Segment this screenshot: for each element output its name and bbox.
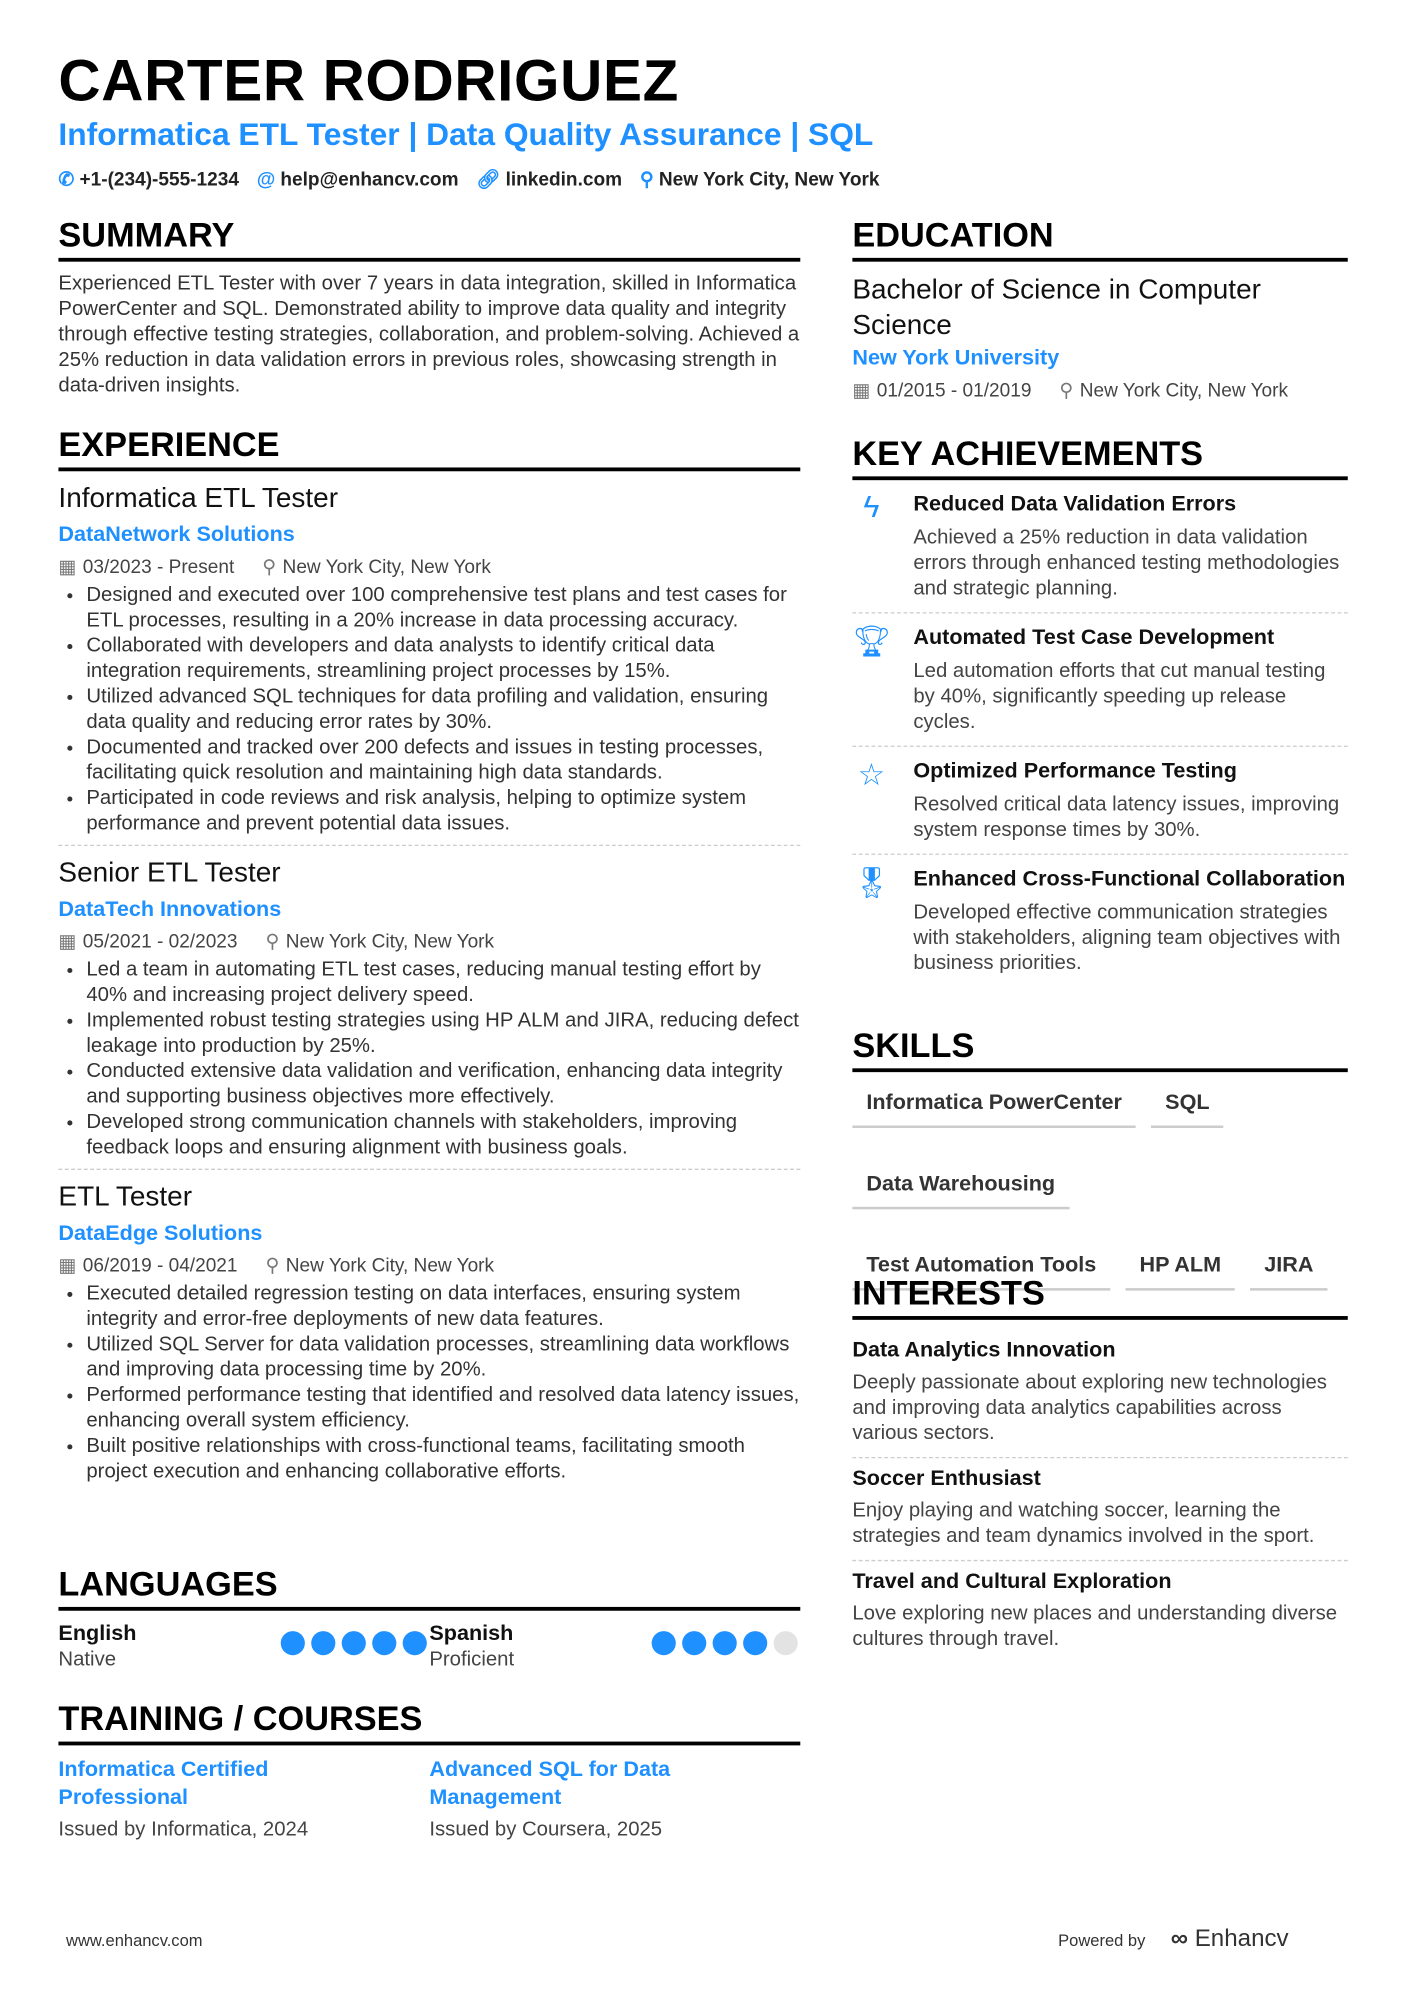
skill-tag: JIRA (1250, 1245, 1327, 1291)
job-dates: 06/2019 - 04/2021 (82, 1255, 238, 1277)
language-rating (645, 1631, 797, 1661)
award-ribbon-icon: 🎖︎ (852, 866, 892, 901)
company-name: DataNetwork Solutions (58, 522, 295, 547)
interest-item (852, 1458, 1347, 1561)
job-dates-wrap (58, 1254, 237, 1277)
rating-dot (372, 1631, 396, 1655)
language-item (429, 1621, 800, 1672)
achievement-title: Enhanced Cross-Functional Collaboration (913, 866, 1346, 891)
rating-dot (713, 1631, 737, 1655)
interest-item (852, 1561, 1347, 1663)
language-name: English (58, 1620, 137, 1646)
rating-dot (774, 1631, 798, 1655)
rating-dot (281, 1631, 305, 1655)
interests-section (852, 1274, 1347, 1663)
calendar-icon: ▦ (852, 379, 871, 402)
achievement-desc: Resolved critical data latency issues, improving system response times by 30%. (913, 793, 1340, 841)
job-bullet: • Utilized SQL Server for data validation processes, streamlining data workflows and improving data processing time by 20%. (86, 1333, 800, 1384)
job-dates: 05/2021 - 02/2023 (82, 931, 238, 953)
skills-section (852, 1026, 1347, 1290)
job-location-wrap (262, 555, 491, 578)
job-bullet: • Designed and executed over 100 comprehensive test plans and test cases for ETL processes, resulting in a 20% increase in data processing accuracy. (86, 583, 800, 634)
interest-desc: Love exploring new places and understanding diverse cultures through travel. (852, 1603, 1338, 1651)
location-pin-icon: ⚲ (262, 556, 277, 578)
languages-heading: LANGUAGES (58, 1565, 800, 1611)
footer-website[interactable]: www.enhancv.com (66, 1930, 203, 1950)
education-location: New York City, New York (1079, 379, 1289, 402)
job-title: Senior ETL Tester (58, 856, 281, 888)
job-bullet: • Developed strong communication channels with stakeholders, improving feedback loops and ensuring alignment with business goals. (86, 1110, 800, 1161)
interest-title: Soccer Enthusiast (852, 1465, 1041, 1491)
achievement-desc: Led automation efforts that cut manual testing by 40%, significantly speeding up release cycles. (913, 660, 1326, 733)
degree: Bachelor of Science in Computer Science (852, 273, 1261, 341)
job-bullet: • Built positive relationships with cross-functional teams, facilitating smooth project execution and enhancing collaborative efforts. (86, 1434, 800, 1485)
location-pin-icon: ⚲ (265, 931, 280, 953)
languages-section (58, 1565, 800, 1672)
job-location-wrap (265, 1254, 494, 1277)
rating-dot (652, 1631, 676, 1655)
job-title: ETL Tester (58, 1180, 193, 1212)
calendar-icon: ▦ (58, 1255, 77, 1277)
language-level: Native (58, 1648, 117, 1671)
interests-heading: INTERESTS (852, 1274, 1347, 1320)
bolt-icon: ϟ (863, 490, 880, 525)
star-icon: ☆ (857, 758, 886, 793)
achievement-title: Automated Test Case Development (913, 624, 1275, 650)
education-heading: EDUCATION (852, 216, 1347, 262)
job-entry (58, 481, 800, 846)
enhancv-logo: ∞ Enhancv (1170, 1925, 1289, 1953)
email[interactable]: help@enhancv.com (280, 168, 459, 190)
achievement-desc: Developed effective communication strategies with stakeholders, aligning team objectives with business priorities. (913, 901, 1341, 975)
job-dates: 03/2023 - Present (82, 556, 235, 578)
divider (58, 1169, 800, 1170)
achievements-heading: KEY ACHIEVEMENTS (852, 434, 1347, 480)
job-location: New York City, New York (282, 556, 491, 578)
interest-desc: Deeply passionate about exploring new technologies and improving data analytics capabilities across various sectors. (852, 1371, 1327, 1445)
job-bullet: • Executed detailed regression testing on data interfaces, ensuring system integrity and error-free deployments of new data features. (86, 1282, 800, 1333)
rating-dot (342, 1631, 366, 1655)
trophy-icon: 🏆︎ (852, 624, 892, 660)
summary-heading: SUMMARY (58, 216, 800, 262)
job-bullets (58, 958, 800, 1161)
company-name: DataTech Innovations (58, 896, 282, 921)
achievements-section (852, 434, 1347, 987)
job-entry (58, 1180, 800, 1485)
job-location-wrap (265, 930, 494, 953)
school: New York University (852, 345, 1060, 370)
job-title: Informatica ETL Tester (58, 481, 339, 514)
calendar-icon: ▦ (58, 556, 77, 578)
job-bullet: • Led a team in automating ETL test cases, reducing manual testing effort by 40% and increasing project delivery speed. (86, 958, 800, 1009)
job-bullet: • Collaborated with developers and data analysts to identify critical data integration requirements, streamlining project processes by 15%. (86, 634, 800, 685)
job-bullet: • Performed performance testing that identified and resolved data latency issues, enhancing overall system efficiency. (86, 1383, 800, 1434)
achievement-desc: Achieved a 25% reduction in data validation errors through enhanced testing methodologies and strategic planning. (913, 527, 1340, 600)
job-meta (58, 555, 800, 578)
skills-heading: SKILLS (852, 1026, 1347, 1072)
job-bullet: • Participated in code reviews and risk analysis, helping to optimize system performance and prevent potential data issues. (86, 786, 800, 837)
divider (58, 845, 800, 846)
location: New York City, New York (658, 168, 880, 191)
job-location: New York City, New York (285, 1255, 495, 1277)
achievement-title: Optimized Performance Testing (913, 758, 1237, 783)
experience-section (58, 426, 800, 1485)
course-item (58, 1756, 429, 1842)
achievement-item (852, 747, 1347, 855)
experience-heading: EXPERIENCE (58, 426, 800, 472)
job-meta (58, 930, 800, 953)
course-item (429, 1756, 800, 1842)
location-pin-icon: ⚲ (1059, 379, 1074, 402)
logo-icon: ∞ (1170, 1925, 1195, 1953)
job-location: New York City, New York (285, 931, 495, 953)
course-title: Informatica Certified Professional (58, 1756, 269, 1809)
language-level: Proficient (429, 1648, 515, 1671)
achievement-title: Reduced Data Validation Errors (913, 491, 1237, 516)
interest-desc: Enjoy playing and watching soccer, learning the strategies and team dynamics involved in the sport. (852, 1500, 1315, 1548)
job-dates-wrap (58, 930, 237, 953)
course-title: Advanced SQL for Data Management (429, 1756, 671, 1809)
summary-text: Experienced ETL Tester with over 7 years in data integration, skilled in Informatica PowerCenter and SQL. Demonstrated ability to improve data quality and integrity through effective testing strategies, collaboration, and problem-solving. Achieved a 25% reduction in data validation errors in previous roles, showcasing strength in data-driven insights. (58, 273, 800, 397)
job-bullets (58, 1282, 800, 1485)
achievement-item (852, 480, 1347, 613)
job-bullet: • Implemented robust testing strategies using HP ALM and JIRA, reducing defect leakage into production by 25%. (86, 1009, 800, 1060)
job-dates-wrap (58, 555, 234, 578)
rating-dot (743, 1631, 767, 1655)
interest-title: Travel and Cultural Exploration (852, 1568, 1172, 1593)
training-section (58, 1700, 800, 1842)
job-bullet: • Documented and tracked over 200 defects and issues in testing processes, facilitating quick resolution and maintaining high data standards. (86, 736, 800, 787)
location-pin-icon: ⚲ (639, 168, 654, 191)
education-section (852, 216, 1347, 401)
candidate-name: CARTER RODRIGUEZ (58, 47, 679, 114)
location-pin-icon: ⚲ (265, 1255, 280, 1277)
job-bullet: • Conducted extensive data validation and verification, enhancing data integrity and supporting business objectives more effectively. (86, 1059, 800, 1110)
job-meta (58, 1254, 800, 1277)
achievement-item (852, 614, 1347, 747)
job-bullet: • Utilized advanced SQL techniques for data profiling and validation, ensuring data quality and reducing error rates by 30%. (86, 685, 800, 736)
link-icon: 🔗︎ (476, 168, 501, 191)
skill-tag: Data Warehousing (852, 1164, 1069, 1210)
job-entry (58, 856, 800, 1170)
rating-dot (311, 1631, 335, 1655)
footer-brand (1058, 1926, 1288, 1954)
skill-tag: Test Automation Tools (852, 1245, 1110, 1291)
language-name: Spanish (429, 1620, 514, 1646)
language-rating (274, 1631, 426, 1661)
rating-dot (682, 1631, 706, 1655)
at-icon: @ (256, 168, 276, 190)
powered-by: Powered by (1058, 1930, 1146, 1950)
interest-title: Data Analytics Innovation (852, 1337, 1116, 1362)
achievement-item (852, 855, 1347, 987)
education-dates: 01/2015 - 01/2019 (876, 379, 1032, 402)
candidate-title: Informatica ETL Tester | Data Quality Assurance | SQL (58, 116, 874, 153)
course-issuer: Issued by Informatica, 2024 (58, 1819, 309, 1841)
course-issuer: Issued by Coursera, 2025 (429, 1819, 663, 1841)
summary-section (58, 216, 800, 399)
language-item (58, 1621, 429, 1672)
linkedin[interactable]: linkedin.com (505, 168, 623, 191)
contact-bar (58, 168, 879, 191)
phone-icon: ✆ (58, 168, 75, 191)
training-heading: TRAINING / COURSES (58, 1700, 800, 1746)
rating-dot (403, 1631, 427, 1655)
calendar-icon: ▦ (58, 931, 77, 953)
interest-item (852, 1330, 1347, 1458)
skill-tag: Informatica PowerCenter (852, 1082, 1136, 1128)
phone: +1-(234)-555-1234 (79, 168, 239, 191)
company-name: DataEdge Solutions (58, 1220, 263, 1245)
skill-tag: HP ALM (1126, 1245, 1236, 1291)
job-bullets (58, 583, 800, 837)
skill-tag: SQL (1151, 1082, 1223, 1128)
